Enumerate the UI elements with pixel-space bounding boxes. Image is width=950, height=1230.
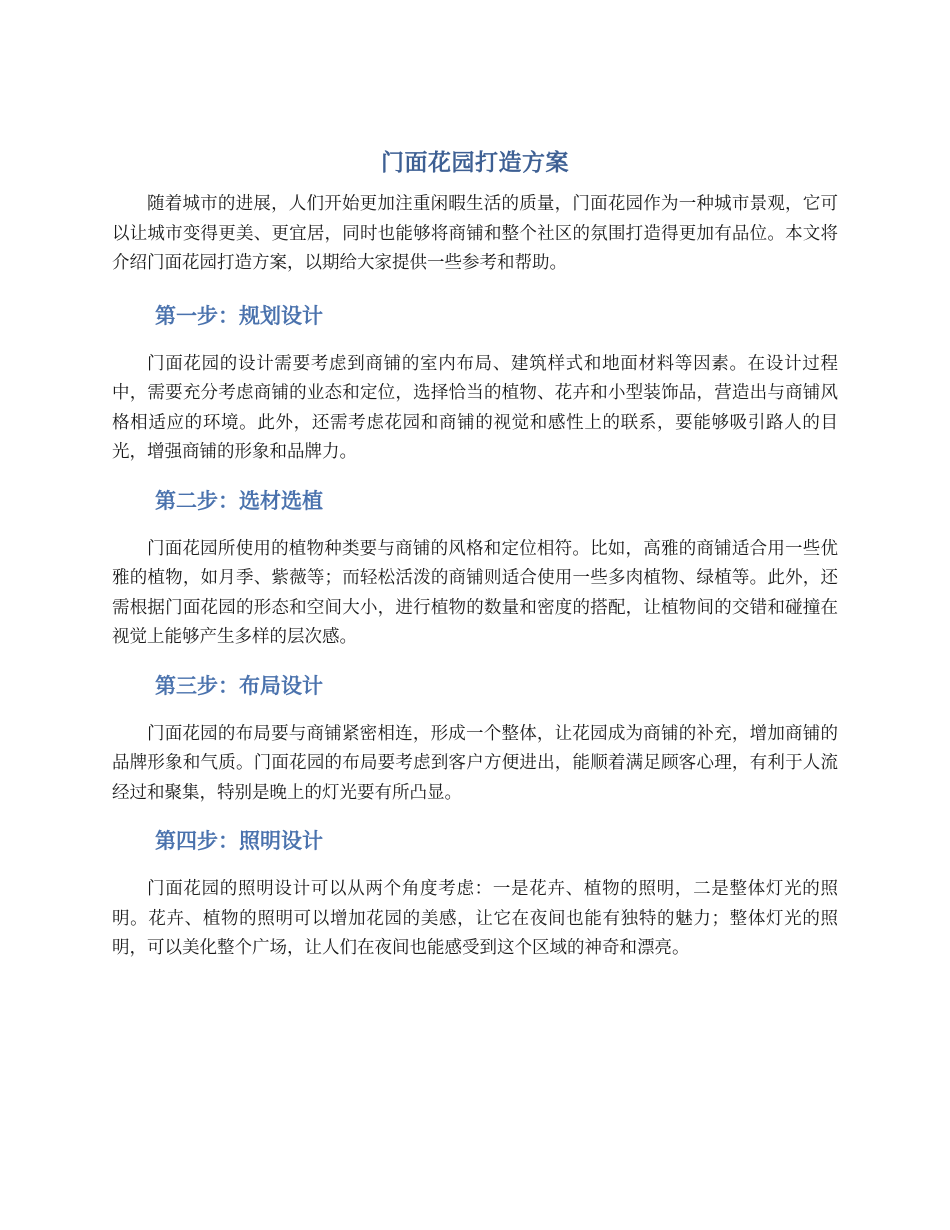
intro-paragraph: 随着城市的进展，人们开始更加注重闲暇生活的质量，门面花园作为一种城市景观，它可以让城市变得更美、更宜居，同时也能够将商铺和整个社区的氛围打造得更加有品位。本文将介绍门面花园打造方案，以期给大家提供一些参考和帮助。	[112, 194, 838, 273]
document-page	[112, 148, 838, 982]
section-heading-3: 第三步：布局设计	[155, 673, 323, 698]
section-body-4: 门面花园的照明设计可以从两个角度考虑：一是花卉、植物的照明，二是整体灯光的照明。花卉、植物的照明可以增加花园的美感，让它在夜间也能有独特的魅力；整体灯光的照明，可以美化整个广场，让人们在夜间也能感受到这个区域的神奇和漂亮。	[112, 879, 838, 958]
section-heading-4: 第四步：照明设计	[155, 829, 323, 853]
section-heading-1: 第一步：规划设计	[155, 303, 323, 328]
document-title: 门面花园打造方案	[381, 150, 569, 176]
section-body-1: 门面花园的设计需要考虑到商铺的室内布局、建筑样式和地面材料等因素。在设计过程中，需要充分考虑商铺的业态和定位，选择恰当的植物、花卉和小型装饰品，营造出与商铺风格相适应的环境。此外，还需考虑花园和商铺的视觉和感性上的联系，要能够吸引路人的目光，增强商铺的形象和品牌力。	[112, 353, 838, 462]
section-body-2: 门面花园所使用的植物种类要与商铺的风格和定位相符。比如，高雅的商铺适合用一些优雅的植物，如月季、紫薇等；而轻松活泼的商铺则适合使用一些多肉植物、绿植等。此外，还需根据门面花园的形态和空间大小，进行植物的数量和密度的搭配，让植物间的交错和碰撞在视觉上能够产生多样的层次感。	[112, 538, 838, 647]
section-body-3: 门面花园的布局要与商铺紧密相连，形成一个整体，让花园成为商铺的补充，增加商铺的品牌形象和气质。门面花园的布局要考虑到客户方便进出，能顺着满足顾客心理，有利于人流经过和聚集，特别是晚上的灯光要有所凸显。	[112, 723, 838, 803]
section-heading-2: 第二步：选材选植	[155, 488, 323, 513]
